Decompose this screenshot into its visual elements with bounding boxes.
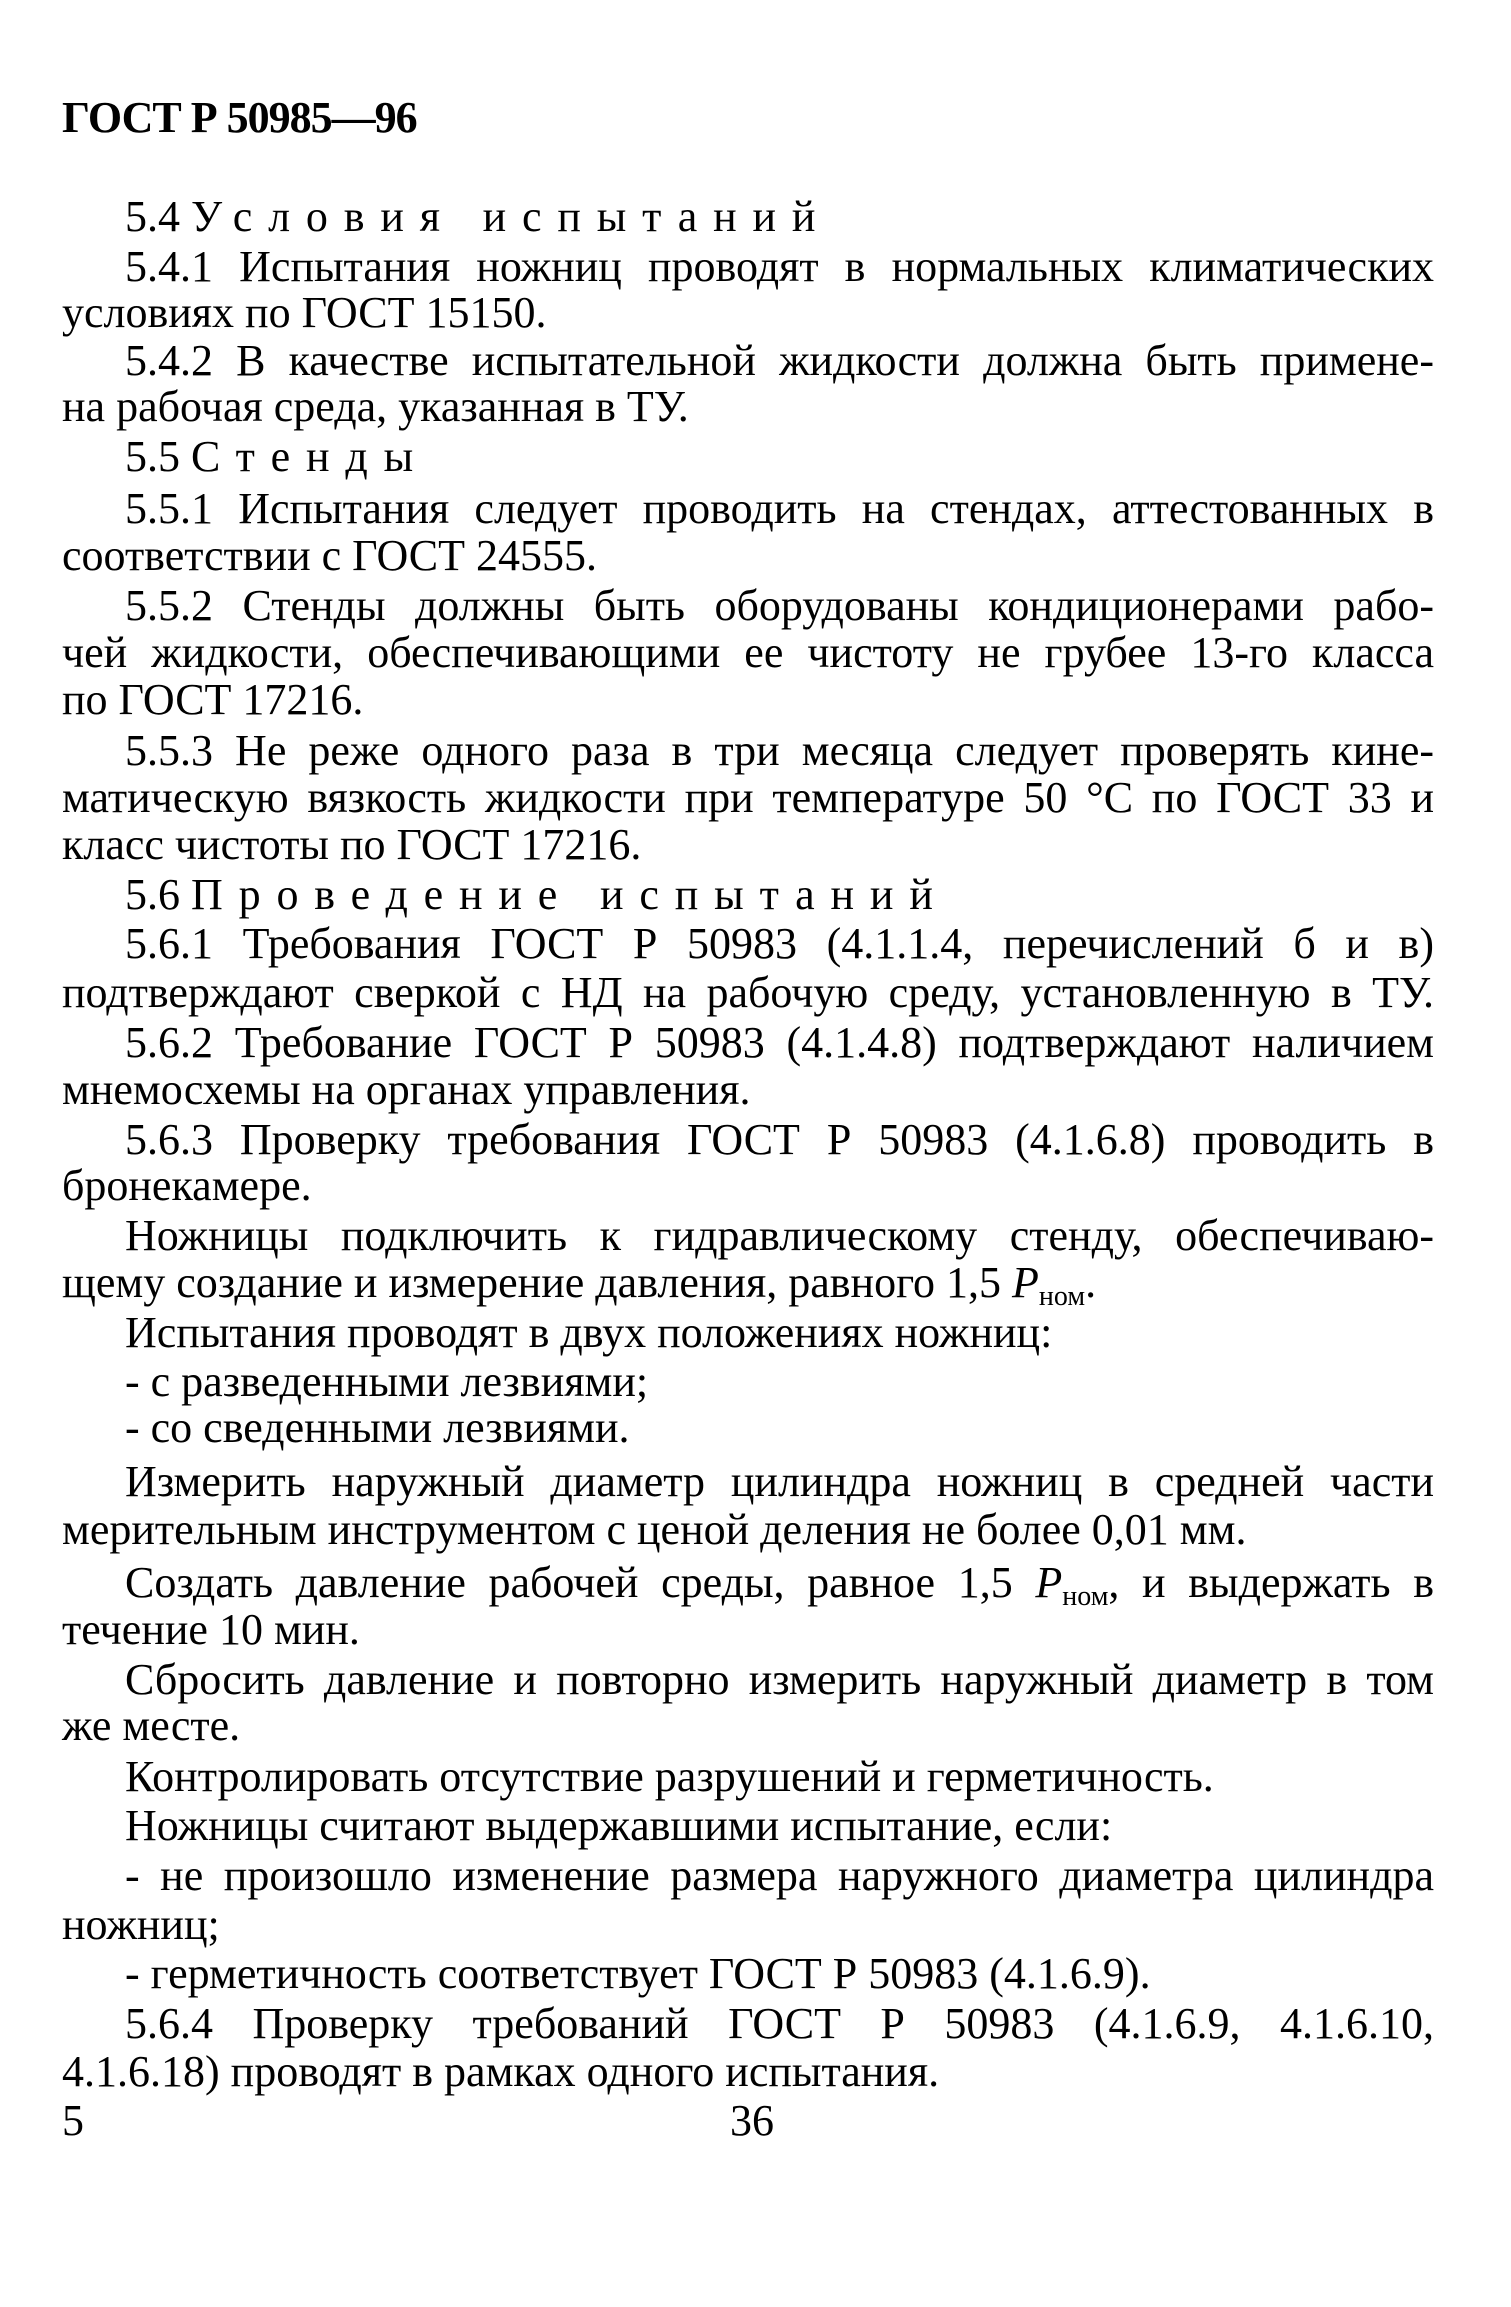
list-item: - со сведенными лезвиями. [125,1403,630,1452]
paragraph-line: 5.5.1 Испытания следует проводить на стендах, аттестованных в [125,484,1434,533]
paragraph-line: мнемосхемы на органах управления. [62,1065,751,1114]
section-number: 5.6 [125,870,180,919]
paragraph-line: чей жидкости, обеспечивающими ее чистоту не грубее 13-го класса [62,628,1434,677]
paragraph-line: течение 10 мин. [62,1605,360,1654]
list-item: - с разведенными лезвиями; [125,1357,649,1406]
paragraph-line: на рабочая среда, указанная в ТУ. [62,382,689,431]
section-heading-5-5 [125,433,1434,481]
paragraph-line: 5.5.3 Не реже одного раза в три месяца следует проверять кине- [125,726,1434,775]
section-heading-5-4 [125,193,1434,241]
line-text: Создать давление рабочей среды, равное 1,5 [125,1558,1036,1607]
section-number: 5.5 [125,432,180,481]
paragraph-line: 5.6.4 Проверку требований ГОСТ Р 50983 (4.1.6.9, 4.1.6.10, [125,1999,1434,2048]
paragraph-line: Сбросить давление и повторно измерить наружный диаметр в том [125,1655,1434,1704]
paragraph-line: Испытания проводят в двух положениях ножниц: [125,1308,1053,1357]
paragraph-line: Ножницы считают выдержавшими испытание, если: [125,1801,1113,1850]
paragraph-line: 5.6.2 Требование ГОСТ Р 50983 (4.1.4.8) подтверждают наличием [125,1018,1434,1067]
paragraph-line: 5.4.1 Испытания ножниц проводят в нормальных климатических [125,242,1434,291]
list-item: ножниц; [62,1900,220,1949]
pressure-subscript: ном [1062,1581,1109,1612]
paragraph-line: 5.6.3 Проверку требования ГОСТ Р 50983 (4.1.6.8) проводить в [125,1115,1434,1164]
paragraph-line: класс чистоты по ГОСТ 17216. [62,820,642,869]
pressure-symbol: P [1035,1558,1063,1607]
page-number: 36 [730,2096,774,2145]
paragraph-line: Измерить наружный диаметр цилиндра ножниц в средней части [125,1457,1434,1506]
section-number: 5.4 [125,192,180,241]
paragraph-line: матическую вязкость жидкости при температуре 50 °С по ГОСТ 33 и [62,773,1434,822]
section-title: Условия испытаний [191,192,832,241]
section-heading-5-6 [125,871,1434,919]
section-title: Проведение испытаний [191,870,949,919]
section-title: Стенды [191,432,430,481]
paragraph-line: 4.1.6.18) проводят в рамках одного испытания. [62,2047,940,2096]
paragraph-line: же месте. [62,1701,241,1750]
paragraph-line: 5.6.1 Требования ГОСТ Р 50983 (4.1.1.4, перечислений б и в) [125,919,1434,968]
paragraph-line: 5.4.2 В качестве испытательной жидкости должна быть примене- [125,336,1434,385]
document-header: ГОСТ Р 50985—96 [62,93,417,142]
line-text: щему создание и измерение давления, равного 1,5 [62,1258,1013,1307]
footer-left-number: 5 [62,2096,84,2145]
paragraph-line: Ножницы подключить к гидравлическому стенду, обеспечиваю- [125,1211,1434,1260]
paragraph-line: Контролировать отсутствие разрушений и герметичность. [125,1752,1214,1801]
paragraph-line: условиях по ГОСТ 15150. [62,288,547,337]
paragraph-line: подтверждают сверкой с НД на рабочую среду, установленную в ТУ. [62,968,1434,1017]
list-item: - не произошло изменение размера наружного диаметра цилиндра [125,1851,1434,1900]
line-text: . [1085,1258,1097,1307]
list-item: - герметичность соответствует ГОСТ Р 50983 (4.1.6.9). [125,1949,1151,1998]
pressure-symbol: P [1012,1258,1039,1307]
paragraph-line: соответствии с ГОСТ 24555. [62,531,598,580]
paragraph-line: 5.5.2 Стенды должны быть оборудованы кондиционерами рабо- [125,581,1434,630]
paragraph-line: бронекамере. [62,1161,312,1210]
line-text: , и выдержать в [1108,1558,1434,1607]
paragraph-line: мерительным инструментом с ценой деления не более 0,01 мм. [62,1505,1247,1554]
pressure-subscript: ном [1038,1281,1086,1312]
paragraph-line: по ГОСТ 17216. [62,675,364,724]
